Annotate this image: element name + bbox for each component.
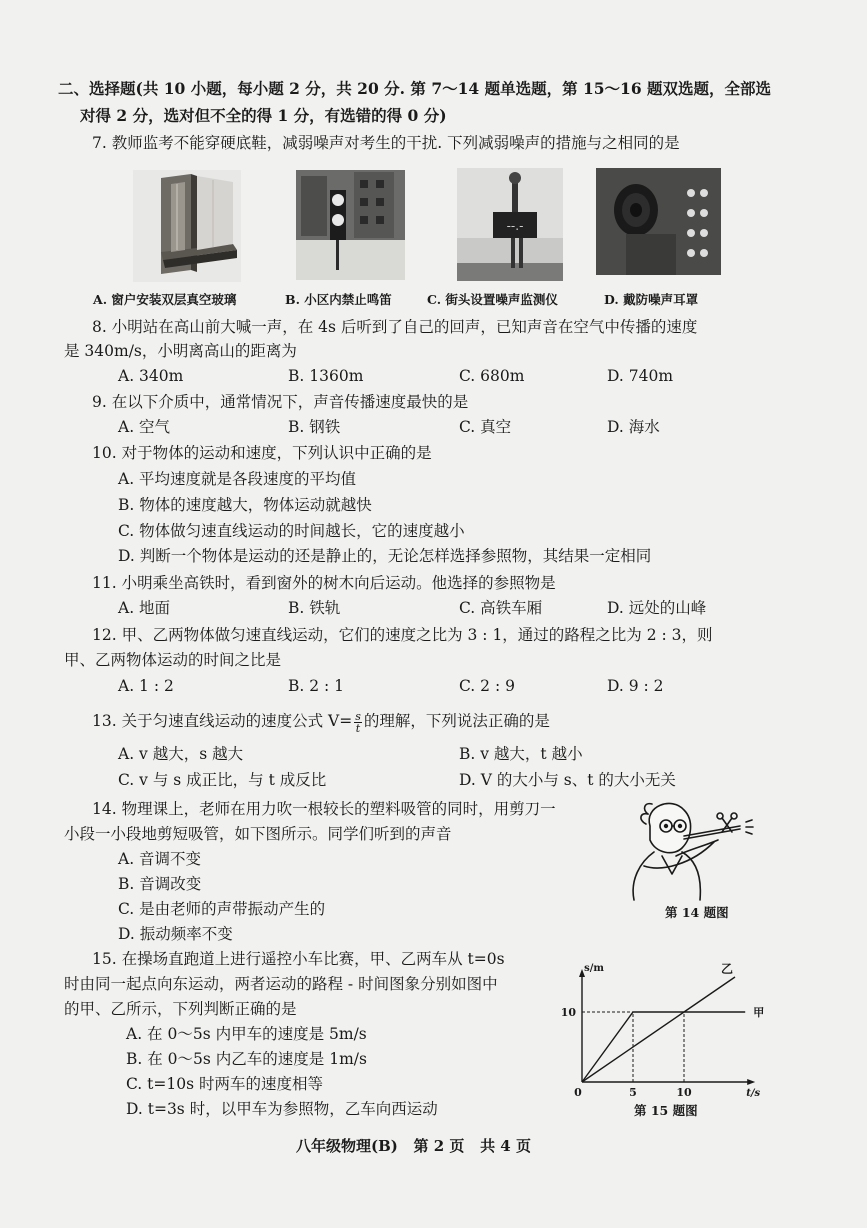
- q10-option-d[interactable]: D. 判断一个物体是运动的还是静止的，无论怎样选择参照物，其结果一定相同: [118, 547, 652, 565]
- q11-option-b[interactable]: B. 铁轨: [288, 599, 341, 617]
- q12-option-d[interactable]: D. 9 : 2: [607, 677, 664, 695]
- q10-option-b[interactable]: B. 物体的速度越大，物体运动就越快: [118, 496, 372, 514]
- section-header-line1: 二、选择题(共 10 小题，每小题 2 分，共 20 分. 第 7～14 题单选题，第 15～16 题双选题，全部选: [58, 79, 772, 98]
- q14-option-c[interactable]: C. 是由老师的声带振动产生的: [118, 900, 326, 918]
- earmuff-worker-drawing: [596, 168, 721, 275]
- q9-option-a[interactable]: A. 空气: [118, 418, 171, 436]
- y-tick-label-10: 10: [560, 1006, 576, 1019]
- q14-stem-line1: 14. 物理课上，老师在用力吹一根较长的塑料吸管的同时，用剪刀一: [92, 800, 556, 818]
- x-axis-label: t/s: [746, 1088, 761, 1099]
- q10-stem: 10. 对于物体的运动和速度，下列认识中正确的是: [92, 444, 432, 462]
- x-tick-label-0: 0: [574, 1086, 582, 1099]
- q15-option-c[interactable]: C. t=10s 时两车的速度相等: [126, 1075, 323, 1093]
- q11-option-a[interactable]: A. 地面: [118, 599, 171, 617]
- q10-option-c[interactable]: C. 物体做匀速直线运动的时间越长，它的速度越小: [118, 522, 465, 540]
- no-honking-drawing: [296, 170, 405, 280]
- q12-option-c[interactable]: C. 2 : 9: [459, 677, 515, 695]
- q14-option-a[interactable]: A. 音调不变: [118, 850, 202, 868]
- q11-option-c[interactable]: C. 高铁车厢: [459, 599, 543, 617]
- q15-stem-line3: 的甲、乙所示，下列判断正确的是: [64, 1000, 297, 1018]
- q13-fraction: [354, 711, 362, 734]
- x-axis-arrow: [747, 1079, 755, 1085]
- q8-option-d[interactable]: D. 740m: [607, 367, 674, 385]
- y-axis-label: s/m: [584, 963, 604, 974]
- q13-stem-post: 的理解，下列说法正确的是: [363, 712, 550, 730]
- x-tick-label-5: 5: [629, 1086, 637, 1099]
- q14-figure-caption: 第 14 题图: [665, 905, 729, 920]
- section-header-line2: 对得 2 分，选对但不全的得 1 分，有选错的得 0 分): [80, 106, 447, 125]
- q14-option-b[interactable]: B. 音调改变: [118, 875, 202, 893]
- q13-option-a[interactable]: A. v 越大，s 越大: [118, 745, 244, 763]
- earmuff-worker-photo: [596, 168, 721, 275]
- monitor-display-digits: --.-: [506, 219, 524, 233]
- q9-option-d[interactable]: D. 海水: [607, 418, 660, 436]
- q13-stem-pre: 13. 关于匀速直线运动的速度公式 V=: [92, 712, 353, 730]
- q11-option-d[interactable]: D. 远处的山峰: [607, 599, 707, 617]
- q7-option-a[interactable]: A. 窗户安装双层真空玻璃: [93, 292, 237, 307]
- q15-figure-caption: 第 15 题图: [634, 1103, 698, 1118]
- q8-stem-line2: 是 340m/s，小明离高山的距离为: [64, 342, 297, 360]
- q13-option-c[interactable]: C. v 与 s 成正比，与 t 成反比: [118, 771, 327, 789]
- page-footer: 八年级物理(B) 第 2 页 共 4 页: [296, 1137, 531, 1155]
- window-frame-drawing: [133, 170, 241, 282]
- q13-option-b[interactable]: B. v 越大，t 越小: [459, 745, 583, 763]
- noise-monitor-photo: [457, 168, 563, 281]
- q7-stem: 7. 教师监考不能穿硬底鞋，减弱噪声对考生的干扰. 下列减弱噪声的措施与之相同的是: [92, 134, 680, 152]
- q14-option-d[interactable]: D. 振动频率不变: [118, 925, 233, 943]
- q8-stem-line1: 8. 小明站在高山前大喊一声，在 4s 后听到了自己的回声，已知声音在空气中传播的速度: [92, 318, 698, 336]
- q15-stem-line1: 15. 在操场直跑道上进行遥控小车比赛，甲、乙两车从 t=0s: [92, 950, 505, 968]
- q13-option-d[interactable]: D. V 的大小与 s、t 的大小无关: [459, 771, 676, 789]
- q12-stem-line1: 12. 甲、乙两物体做匀速直线运动，它们的速度之比为 3 : 1，通过的路程之比为 2 : 3，则: [92, 626, 713, 644]
- q15-stem-line2: 时由同一起点向东运动，两者运动的路程 - 时间图象分别如图中: [64, 975, 498, 993]
- x-tick-label-10: 10: [676, 1086, 692, 1099]
- series-line-0: [582, 1012, 745, 1082]
- q7-option-b[interactable]: B. 小区内禁止鸣笛: [285, 292, 392, 307]
- q8-option-c[interactable]: C. 680m: [459, 367, 525, 385]
- q15-option-b[interactable]: B. 在 0～5s 内乙车的速度是 1m/s: [126, 1050, 367, 1068]
- q12-option-b[interactable]: B. 2 : 1: [288, 677, 345, 695]
- series-line-1: [582, 977, 735, 1082]
- q13-frac-numerator: s: [355, 709, 361, 723]
- q11-stem: 11. 小明乘坐高铁时，看到窗外的树木向后运动。他选择的参照物是: [92, 574, 556, 592]
- q7-option-c[interactable]: C. 街头设置噪声监测仪: [427, 292, 558, 307]
- q9-option-b[interactable]: B. 钢铁: [288, 418, 341, 436]
- q15-option-a[interactable]: A. 在 0～5s 内甲车的速度是 5m/s: [126, 1025, 367, 1043]
- window-frame-photo: [133, 170, 241, 282]
- no-honking-photo: [296, 170, 405, 280]
- q13-frac-denominator: t: [355, 721, 361, 735]
- teacher-blowing-straw-figure: [622, 796, 762, 902]
- q10-option-a[interactable]: A. 平均速度就是各段速度的平均值: [118, 470, 357, 488]
- q12-option-a[interactable]: A. 1 : 2: [118, 677, 174, 695]
- series-label-jia: 甲: [753, 1006, 765, 1019]
- series-label-yi: 乙: [720, 962, 734, 976]
- q9-stem: 9. 在以下介质中，通常情况下，声音传播速度最快的是: [92, 393, 469, 411]
- q7-option-d[interactable]: D. 戴防噪声耳罩: [604, 292, 699, 307]
- q8-option-b[interactable]: B. 1360m: [288, 367, 364, 385]
- q8-option-a[interactable]: A. 340m: [118, 367, 184, 385]
- q15-st-graph: [560, 946, 765, 1106]
- q9-option-c[interactable]: C. 真空: [459, 418, 512, 436]
- q15-option-d[interactable]: D. t=3s 时，以甲车为参照物，乙车向西运动: [126, 1100, 438, 1118]
- q12-stem-line2: 甲、乙两物体运动的时间之比是: [64, 651, 282, 669]
- noise-monitor-drawing: [457, 168, 563, 281]
- q13-stem: [92, 710, 550, 734]
- q14-stem-line2: 小段一小段地剪短吸管，如下图所示。同学们听到的声音: [64, 825, 452, 843]
